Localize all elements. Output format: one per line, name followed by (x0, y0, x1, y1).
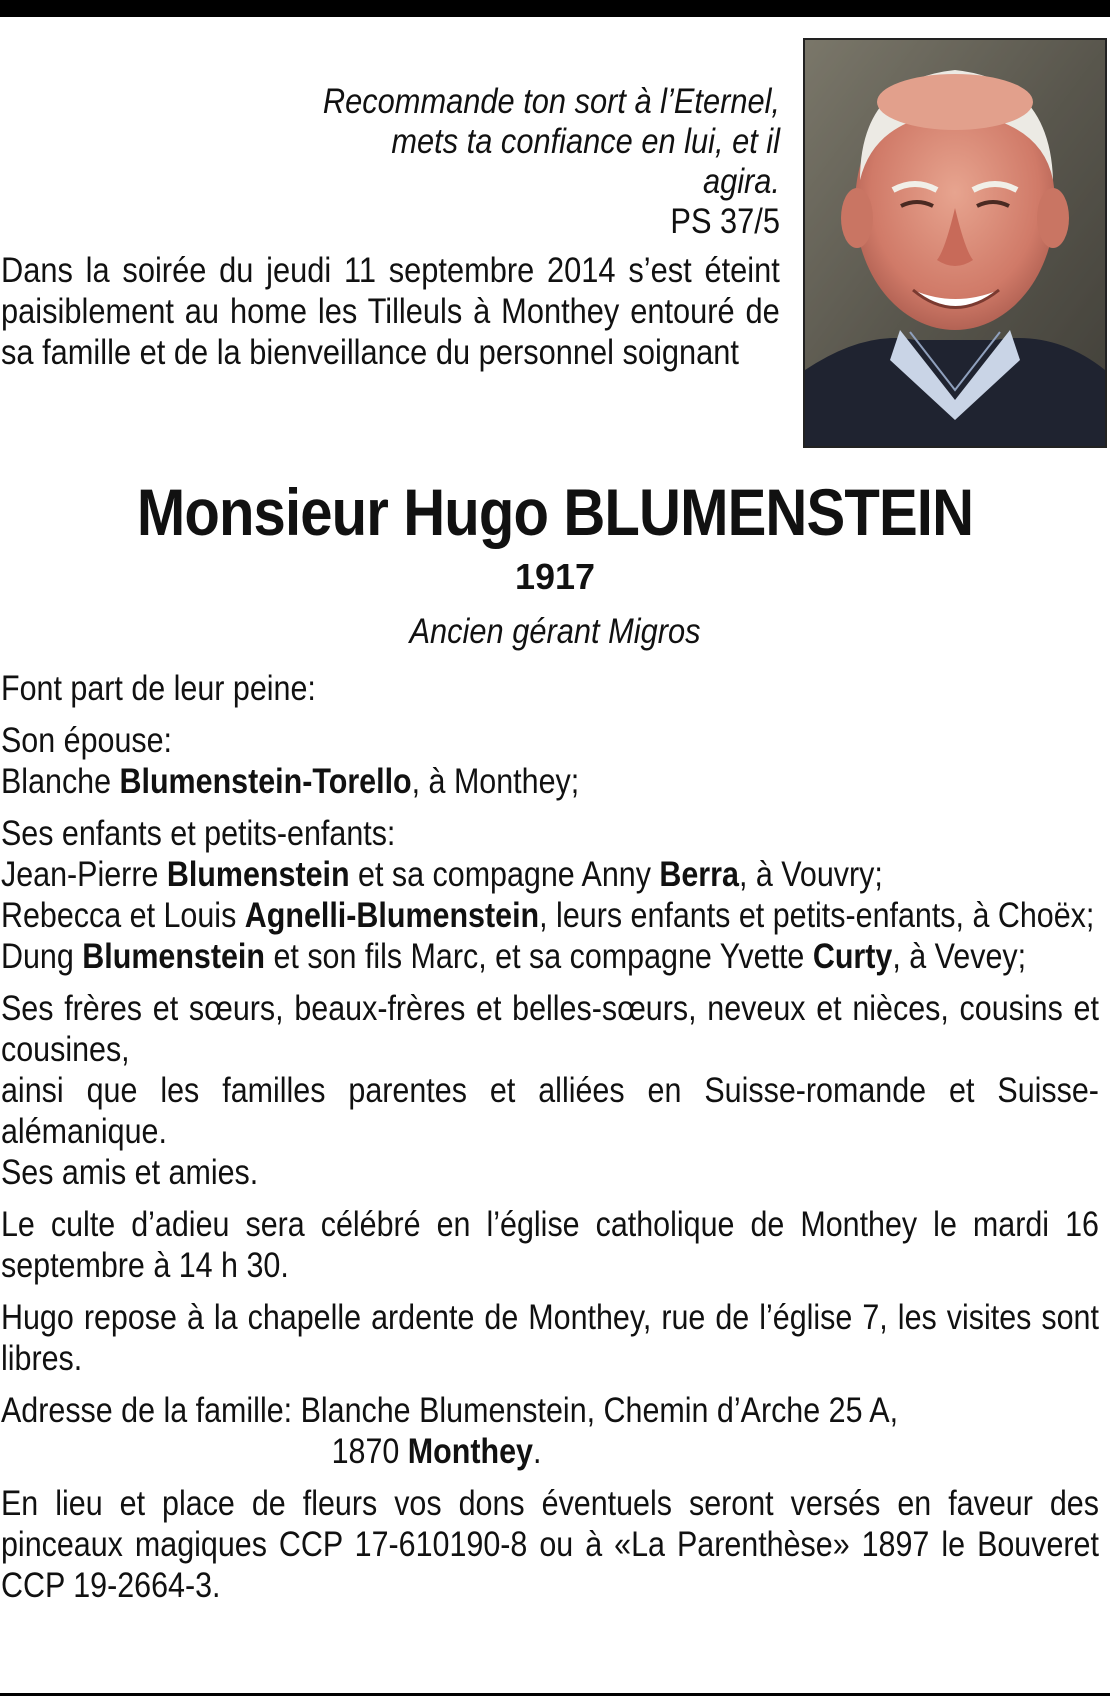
children-heading: Ses enfants et petits-enfants: (1, 814, 396, 853)
address-city: Monthey (407, 1432, 533, 1471)
child-3-name: Dung (1, 937, 83, 976)
obituary-body (1, 668, 1099, 1617)
spouse-first-name: Blanche (1, 762, 112, 801)
verse-line-2: mets ta confiance en lui, et il agira. (391, 122, 780, 201)
spouse-place: , à Monthey; (411, 762, 580, 801)
spouse-heading: Son épouse: (1, 721, 173, 760)
siblings-text: Ses frères et sœurs, beaux-frères et belles-sœurs, neveux et nièces, cousins et cousines, (1, 989, 1099, 1069)
donations-text: En lieu et place de fleurs vos dons éventuels seront versés en faveur des pinceaux magiques CCP 17-610190-8 ou à «La Parenthèse» 1897 le Bouveret CCP 19-2664-3. (1, 1484, 1099, 1605)
address-end: . (532, 1432, 542, 1471)
repose-text: Hugo repose à la chapelle ardente de Monthey, rue de l’église 7, les visites sont libres. (1, 1298, 1099, 1378)
portrait-photo (803, 38, 1107, 448)
service-text: Le culte d’adieu sera célébré en l’église catholique de Monthey le mardi 16 septembre à 14 h 30. (1, 1205, 1099, 1285)
child-1-partner: et sa compagne Anny (349, 855, 660, 894)
child-1-name: Jean-Pierre (1, 855, 167, 894)
friends-text: Ses amis et amies. (1, 1153, 259, 1192)
bible-verse (322, 82, 780, 242)
intro-text: Dans la soirée du jeudi 11 septembre 2014 s’est éteint paisiblement au home les Tilleuls à Monthey entouré de sa famille et de la bienveillance du personnel soignant (1, 251, 780, 372)
spouse-surname: Blumenstein-Torello (119, 762, 412, 801)
child-1-surname: Blumenstein (166, 855, 350, 894)
child-2-name: Rebecca et Louis (1, 896, 245, 935)
child-1-partner-surname: Berra (659, 855, 739, 894)
bottom-rule (0, 1693, 1110, 1696)
address-postcode: 1870 (331, 1432, 408, 1471)
birth-year: 1917 (514, 556, 596, 597)
spouse-section (1, 720, 1099, 802)
child-3-partner: et son fils Marc, et sa compagne Yvette (265, 937, 813, 976)
deceased-name: Monsieur Hugo BLUMENSTEIN (136, 475, 974, 549)
children-section (1, 813, 1099, 977)
child-2-rest: , leurs enfants et petits-enfants, à Choëx; (539, 896, 1095, 935)
child-3-partner-surname: Curty (812, 937, 893, 976)
child-3-place: , à Vevey; (892, 937, 1027, 976)
family-address (1, 1390, 1099, 1472)
top-rule (0, 0, 1110, 17)
families-text: ainsi que les familles parentes et alliées en Suisse-romande et Suisse-alémanique. (1, 1071, 1099, 1151)
child-3-surname: Blumenstein (82, 937, 266, 976)
verse-reference: PS 37/5 (670, 202, 780, 241)
announcement: Font part de leur peine: (1, 669, 316, 708)
deceased-role: Ancien gérant Migros (409, 612, 701, 651)
child-2-surname: Agnelli-Blumenstein (244, 896, 540, 935)
address-line-1: Adresse de la famille: Blanche Blumenstein, Chemin d’Arche 25 A, (1, 1391, 899, 1430)
relatives-section (1, 988, 1099, 1193)
verse-line-1: Recommande ton sort à l’Eternel, (322, 82, 780, 121)
child-1-place: , à Vouvry; (738, 855, 883, 894)
